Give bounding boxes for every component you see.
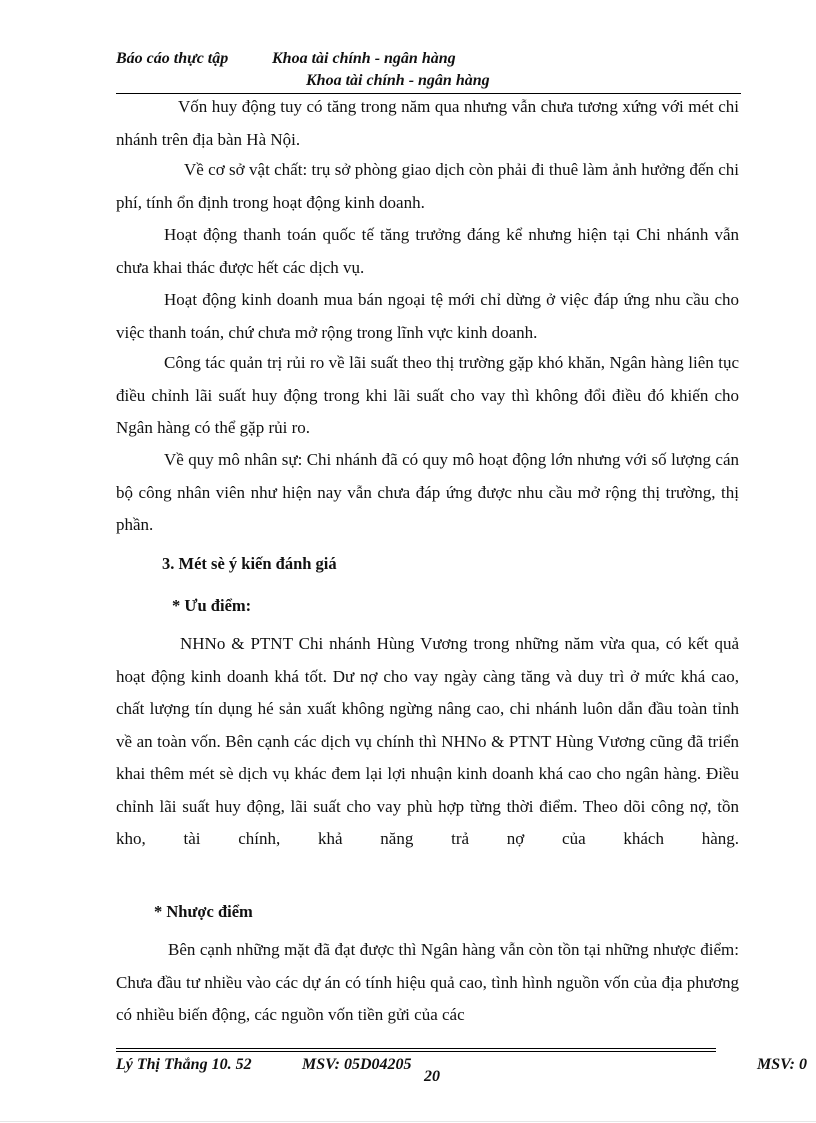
paragraph-interest-risk: Công tác quản trị rủi ro về lãi suất theo thị trường gặp khó khăn, Ngân hàng liên tục điều chỉnh lãi suất huy động trong khi lãi suất cho vay thì không đổi điều đó khiến cho Ngân hàng có thể gặp rủi ro.: [116, 353, 739, 437]
paragraph-foreign-exchange: Hoạt động kinh doanh mua bán ngoại tệ mới chỉ dừng ở việc đáp ứng nhu cầu cho việc thanh toán, chứ chưa mở rộng trong lĩnh vực kinh doanh.: [116, 290, 739, 342]
disadvantages-paragraph: Bên cạnh những mặt đã đạt được thì Ngân hàng vẫn còn tồn tại những nhược điểm: Chưa đầu tư nhiều vào các dự án có tính hiệu quả cao, tình hình nguồn vốn của địa phương có nhiều biến động, các nguồn vốn tiền gửi của các: [116, 940, 739, 1024]
header-report-title: Báo cáo thực tập: [116, 50, 229, 67]
disadvantages-heading: * Nhược điểm: [154, 902, 253, 921]
paragraph-personnel: Về quy mô nhân sự: Chi nhánh đã có quy mô hoạt động lớn nhưng với số lượng cán bộ công nhân viên như hiện nay vẫn chưa đáp ứng được nhu cầu mở rộng thị trường, thị phần.: [116, 450, 739, 534]
paragraph-international-payment: Hoạt động thanh toán quốc tế tăng trưởng đáng kể nhưng hiện tại Chi nhánh vẫn chưa khai thác được hết các dịch vụ.: [116, 225, 739, 277]
advantages-paragraph: NHNo & PTNT Chi nhánh Hùng Vương trong những năm vừa qua, có kết quả hoạt động kinh doanh khá tốt. Dư nợ cho vay ngày càng tăng và duy trì ở mức khá cao, chất lượng tín dụng hé sản xuất không ngừng nâng cao, chi nhánh luôn dẫn đầu toàn tỉnh về an toàn vốn. Bên cạnh các dịch vụ chính thì NHNo & PTNT Hùng Vương cũng đã triển khai thêm mét sè dịch vụ khác đem lại lợi nhuận kinh doanh khá cao cho ngân hàng. Điều chỉnh lãi suất huy động, lãi suất cho vay phù hợp từng thời điểm. Theo dõi công nợ, tồn kho, tài chính, khả năng trả nợ của khách hàng.: [116, 634, 739, 848]
footer-author: Lý Thị Thắng 10. 52: [116, 1056, 252, 1073]
header-faculty-title: Khoa tài chính - ngân hàng: [272, 50, 456, 67]
footer-rule-bottom: [116, 1051, 716, 1052]
section-heading: 3. Mét sè ý kiến đánh giá: [162, 554, 337, 573]
header-faculty-title-repeat: Khoa tài chính - ngân hàng: [306, 72, 490, 89]
footer-student-id: MSV: 05D04205: [302, 1056, 412, 1073]
footer-rule-top: [116, 1048, 716, 1049]
paragraph-facilities: Về cơ sở vật chất: trụ sở phòng giao dịch còn phải đi thuê làm ảnh hưởng đến chi phí, tính ổn định trong hoạt động kinh doanh.: [116, 160, 739, 212]
paragraph-capital-mobilization: Vốn huy động tuy có tăng trong năm qua nhưng vẫn chưa tương xứng với mét chi nhánh trên địa bàn Hà Nội.: [116, 97, 739, 149]
page-number: 20: [424, 1068, 440, 1085]
page-bottom-edge: [0, 1121, 816, 1122]
footer-student-id-cut: MSV: 0: [757, 1056, 807, 1073]
advantages-heading: * Ưu điểm:: [172, 596, 252, 615]
